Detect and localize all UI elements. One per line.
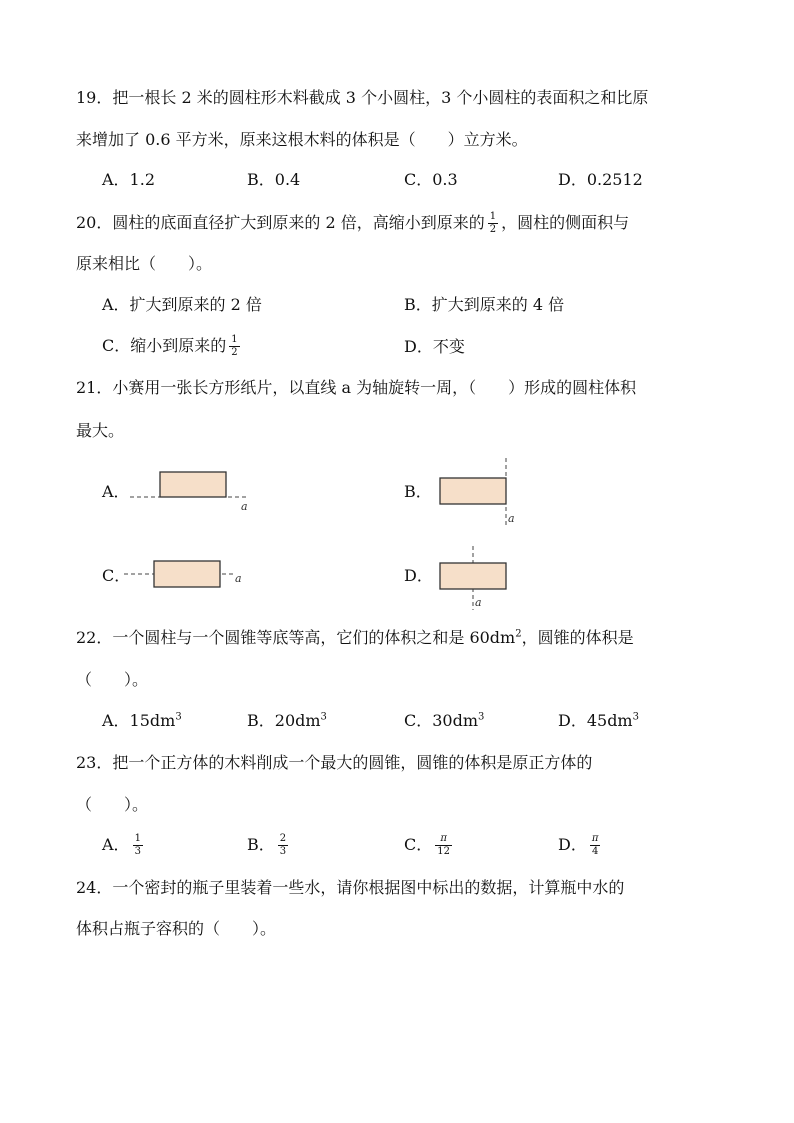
q21-figure-c[interactable]: [122, 554, 262, 594]
q20-line1: [76, 212, 726, 235]
q21-figure-d[interactable]: [430, 544, 530, 612]
paper-rect: [440, 478, 506, 504]
q22-line1-text: 22．一个圆柱与一个圆锥等底等高，它们的体积之和是 60dm: [76, 628, 516, 647]
q21-line1: 21．小赛用一张长方形纸片，以直线 a 为轴旋转一周，（ ）形成的圆柱体积: [76, 378, 637, 397]
q22-option-a-text: A．15dm: [102, 711, 176, 730]
q21-figure-a[interactable]: [128, 464, 268, 516]
q19-option-b[interactable]: B．0.4: [247, 170, 301, 189]
q23-option-a-fraction: $\frac{1}{3}$: [134, 833, 141, 857]
q21-option-d-label[interactable]: D．: [404, 566, 433, 585]
q22-option-b-superscript: 3: [320, 711, 327, 723]
q24-line2: 体积占瓶子容积的（ ）。: [76, 919, 277, 938]
q22-option-c[interactable]: [404, 711, 484, 731]
q22-line2: （ ）。: [76, 670, 149, 689]
q23-option-d[interactable]: [558, 834, 603, 857]
q19-option-a[interactable]: A．1.2: [102, 170, 156, 189]
q21-figure-b[interactable]: [430, 456, 530, 528]
q20-line1-tail: ，圆柱的侧面积与: [501, 213, 630, 232]
q23-option-c-fraction: $\frac{\pi}{12}$: [437, 833, 450, 857]
q22-option-b-text: B．20dm: [247, 711, 321, 730]
paper-rect: [154, 561, 220, 587]
axis-label: a: [241, 500, 248, 513]
q23-option-b-text: B．: [247, 835, 275, 854]
q20-line1-text: 20．圆柱的底面直径扩大到原来的 2 倍，高缩小到原来的: [76, 213, 485, 232]
q23-option-a-text: A．: [102, 835, 130, 854]
q23-option-b-fraction: $\frac{2}{3}$: [279, 833, 287, 857]
axis-label: a: [475, 596, 482, 609]
q23-line1: 23．把一个正方体的木料削成一个最大的圆锥，圆锥的体积是原正方体的: [76, 753, 593, 772]
q23-option-b[interactable]: [247, 834, 291, 857]
q22-option-d[interactable]: [558, 711, 639, 731]
q20-half-fraction: $\frac{1}{2}$: [489, 211, 497, 235]
q23-option-d-text: D．: [558, 835, 587, 854]
paper-rect: [440, 563, 506, 589]
q23-line2: （ ）。: [76, 795, 149, 814]
q19-option-d[interactable]: D．0.2512: [558, 170, 643, 189]
q22-option-b[interactable]: [247, 711, 327, 731]
q20-option-c-fraction: $\frac{1}{2}$: [231, 334, 238, 358]
q24-line1: 24．一个密封的瓶子里装着一些水，请你根据图中标出的数据，计算瓶中水的: [76, 878, 625, 897]
paper-rect: [160, 472, 226, 497]
axis-label: a: [508, 512, 515, 525]
q20-option-c-text: C．缩小到原来的: [102, 336, 227, 355]
q21-option-b-label[interactable]: B．: [404, 482, 432, 501]
q22-option-a[interactable]: [102, 711, 182, 731]
q22-option-d-superscript: 3: [632, 711, 639, 723]
q19-line2: 来增加了 0.6 平方米，原来这根木料的体积是（ ）立方米。: [76, 130, 528, 149]
q22-option-d-text: D．45dm: [558, 711, 633, 730]
q20-option-c[interactable]: [102, 335, 243, 358]
q20-option-a[interactable]: A．扩大到原来的 2 倍: [102, 295, 262, 314]
q20-option-b[interactable]: B．扩大到原来的 4 倍: [404, 295, 565, 314]
q21-line2: 最大。: [76, 421, 125, 440]
q22-option-a-superscript: 3: [175, 711, 182, 723]
q23-option-a[interactable]: [102, 834, 146, 857]
q19-line1: 19．把一根长 2 米的圆柱形木料截成 3 个小圆柱，3 个小圆柱的表面积之和比原: [76, 88, 649, 107]
q22-line1: [76, 628, 726, 648]
q22-option-c-superscript: 3: [478, 711, 485, 723]
q22-line1-superscript: 2: [515, 628, 522, 640]
q22-option-c-text: C．30dm: [404, 711, 479, 730]
q21-option-c-label[interactable]: C．: [102, 566, 131, 585]
q23-option-c[interactable]: [404, 834, 455, 857]
q23-option-c-text: C．: [404, 835, 433, 854]
q21-option-a-label[interactable]: A．: [102, 482, 130, 501]
q20-option-d[interactable]: D．不变: [404, 337, 465, 356]
q23-option-d-fraction: $\frac{\pi}{4}$: [591, 833, 599, 857]
axis-label: a: [235, 572, 242, 585]
q20-line2: 原来相比（ ）。: [76, 254, 213, 273]
q22-line1-tail: ，圆锥的体积是: [521, 628, 634, 647]
q19-option-c[interactable]: C．0.3: [404, 170, 458, 189]
